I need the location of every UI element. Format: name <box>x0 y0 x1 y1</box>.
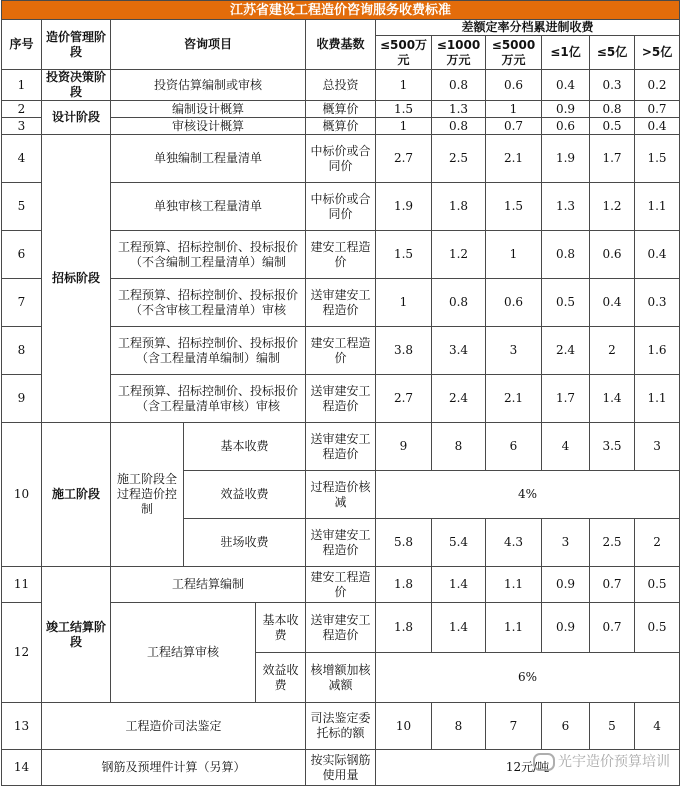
rate-merged-cell: 12元/吨 <box>376 750 680 786</box>
rate-cell: 3.8 <box>376 327 432 375</box>
item-cell: 投资估算编制或审核 <box>111 70 306 101</box>
row-number: 6 <box>2 231 42 279</box>
rate-cell: 2.5 <box>432 135 486 183</box>
rate-cell: 2.4 <box>542 327 590 375</box>
row-number: 7 <box>2 279 42 327</box>
base-cell: 总投资 <box>306 70 376 101</box>
base-cell: 中标价或合同价 <box>306 183 376 231</box>
table-title: 江苏省建设工程造价咨询服务收费标准 <box>2 1 680 20</box>
item-cell: 工程结算审核 <box>111 603 256 703</box>
rate-cell: 2.1 <box>486 135 542 183</box>
rate-cell: 1.7 <box>590 135 635 183</box>
header-tier: ≤1亿 <box>542 36 590 70</box>
rate-cell: 1.3 <box>432 101 486 118</box>
rate-cell: 1.8 <box>376 567 432 603</box>
rate-cell: 0.8 <box>432 70 486 101</box>
rate-cell: 1.7 <box>542 375 590 423</box>
rate-cell: 2.7 <box>376 375 432 423</box>
rate-cell: 0.7 <box>590 567 635 603</box>
header-tier: >5亿 <box>635 36 680 70</box>
rate-cell: 0.6 <box>486 279 542 327</box>
rate-cell: 0.4 <box>635 118 680 135</box>
rate-cell: 1.8 <box>432 183 486 231</box>
rate-cell: 0.6 <box>542 118 590 135</box>
stage-settlement: 竣工结算阶段 <box>42 567 111 703</box>
base-cell: 过程造价核减 <box>306 471 376 519</box>
rate-cell: 9 <box>376 423 432 471</box>
item-cell: 工程造价司法鉴定 <box>42 703 306 750</box>
watermark <box>533 751 670 771</box>
header-stage: 造价管理阶段 <box>42 20 111 70</box>
row-number: 12 <box>2 603 42 703</box>
sub-item-basic: 基本收费 <box>256 603 306 653</box>
stage-bidding: 招标阶段 <box>42 135 111 423</box>
rate-cell: 5.8 <box>376 519 432 567</box>
rate-cell: 1.1 <box>486 567 542 603</box>
rate-cell: 1.9 <box>542 135 590 183</box>
rate-cell: 2.5 <box>590 519 635 567</box>
rate-cell: 2 <box>635 519 680 567</box>
rate-cell: 0.5 <box>635 567 680 603</box>
rate-cell: 1 <box>376 70 432 101</box>
item-cell: 单独审核工程量清单 <box>111 183 306 231</box>
rate-cell: 0.6 <box>486 70 542 101</box>
rate-cell: 4 <box>542 423 590 471</box>
rate-cell: 3 <box>542 519 590 567</box>
rate-cell: 4.3 <box>486 519 542 567</box>
rate-merged-cell: 4% <box>376 471 680 519</box>
rate-cell: 0.4 <box>590 279 635 327</box>
header-tier: ≤1000万元 <box>432 36 486 70</box>
rate-cell: 3.4 <box>432 327 486 375</box>
rate-cell: 1 <box>486 101 542 118</box>
header-base: 收费基数 <box>306 20 376 70</box>
base-cell: 送审建安工程造价 <box>306 603 376 653</box>
rate-cell: 1.3 <box>542 183 590 231</box>
header-index: 序号 <box>2 20 42 70</box>
base-cell: 中标价或合同价 <box>306 135 376 183</box>
row-number: 11 <box>2 567 42 603</box>
rate-cell: 0.3 <box>635 279 680 327</box>
stage-decision: 投资决策阶段 <box>42 70 111 101</box>
rate-cell: 4 <box>635 703 680 750</box>
rate-cell: 3 <box>635 423 680 471</box>
sub-item-basic: 基本收费 <box>184 423 306 471</box>
rate-cell: 0.5 <box>590 118 635 135</box>
rate-cell: 0.4 <box>542 70 590 101</box>
rate-cell: 8 <box>432 423 486 471</box>
header-tier: ≤5亿 <box>590 36 635 70</box>
rate-cell: 0.5 <box>635 603 680 653</box>
header-item: 咨询项目 <box>111 20 306 70</box>
chat-bubble-icon <box>533 753 555 771</box>
item-cell: 单独编制工程量清单 <box>111 135 306 183</box>
rate-cell: 8 <box>432 703 486 750</box>
base-cell: 按实际钢筋使用量 <box>306 750 376 786</box>
base-cell: 司法鉴定委托标的额 <box>306 703 376 750</box>
rate-cell: 1.6 <box>635 327 680 375</box>
rate-cell: 0.8 <box>590 101 635 118</box>
rate-cell: 0.7 <box>590 603 635 653</box>
rate-cell: 0.2 <box>635 70 680 101</box>
rate-cell: 1.1 <box>635 375 680 423</box>
row-number: 3 <box>2 118 42 135</box>
rate-cell: 1.5 <box>486 183 542 231</box>
sub-item-site: 驻场收费 <box>184 519 306 567</box>
rate-cell: 1.5 <box>376 101 432 118</box>
row-number: 2 <box>2 101 42 118</box>
rate-cell: 0.9 <box>542 567 590 603</box>
rate-cell: 0.7 <box>635 101 680 118</box>
row-number: 1 <box>2 70 42 101</box>
item-cell: 工程预算、招标控制价、投标报价（含工程量清单审核）审核 <box>111 375 306 423</box>
base-cell: 送审建安工程造价 <box>306 519 376 567</box>
rate-cell: 1.4 <box>432 603 486 653</box>
rate-cell: 2.1 <box>486 375 542 423</box>
row-number: 5 <box>2 183 42 231</box>
row-number: 13 <box>2 703 42 750</box>
rate-cell: 1 <box>486 231 542 279</box>
rate-cell: 1.2 <box>590 183 635 231</box>
base-cell: 送审建安工程造价 <box>306 279 376 327</box>
rate-cell: 1.4 <box>432 567 486 603</box>
item-cell: 工程结算编制 <box>111 567 306 603</box>
item-cell: 工程预算、招标控制价、投标报价（不含审核工程量清单）审核 <box>111 279 306 327</box>
base-cell: 建安工程造价 <box>306 567 376 603</box>
rate-cell: 0.3 <box>590 70 635 101</box>
rate-cell: 6 <box>542 703 590 750</box>
base-cell: 送审建安工程造价 <box>306 423 376 471</box>
base-cell: 送审建安工程造价 <box>306 375 376 423</box>
rate-cell: 0.8 <box>432 118 486 135</box>
rate-merged-cell: 6% <box>376 653 680 703</box>
row-number: 14 <box>2 750 42 786</box>
rate-cell: 2.7 <box>376 135 432 183</box>
item-cell: 审核设计概算 <box>111 118 306 135</box>
sub-item-benefit: 效益收费 <box>256 653 306 703</box>
rate-cell: 1.8 <box>376 603 432 653</box>
rate-cell: 1.5 <box>376 231 432 279</box>
fee-table <box>1 0 680 786</box>
base-cell: 核增额加核减额 <box>306 653 376 703</box>
rate-cell: 5 <box>590 703 635 750</box>
rate-cell: 1.5 <box>635 135 680 183</box>
rate-cell: 1 <box>376 279 432 327</box>
rate-cell: 0.8 <box>542 231 590 279</box>
base-cell: 建安工程造价 <box>306 231 376 279</box>
rate-cell: 3.5 <box>590 423 635 471</box>
rate-cell: 2 <box>590 327 635 375</box>
rate-cell: 7 <box>486 703 542 750</box>
row-number: 9 <box>2 375 42 423</box>
stage-construction: 施工阶段 <box>42 423 111 567</box>
rate-cell: 1.1 <box>486 603 542 653</box>
rate-cell: 3 <box>486 327 542 375</box>
base-cell: 概算价 <box>306 118 376 135</box>
sub-item-benefit: 效益收费 <box>184 471 306 519</box>
header-rates-group: 差额定率分档累进制收费 <box>376 20 680 36</box>
rate-cell: 0.8 <box>432 279 486 327</box>
watermark-text: 光宇造价预算培训 <box>558 754 670 770</box>
rate-cell: 0.5 <box>542 279 590 327</box>
rate-cell: 0.4 <box>635 231 680 279</box>
rate-cell: 0.6 <box>590 231 635 279</box>
rate-cell: 0.9 <box>542 101 590 118</box>
rate-cell: 1.1 <box>635 183 680 231</box>
base-cell: 概算价 <box>306 101 376 118</box>
item-cell: 钢筋及预埋件计算（另算） <box>42 750 306 786</box>
item-cell: 工程预算、招标控制价、投标报价（不含编制工程量清单）编制 <box>111 231 306 279</box>
rate-cell: 0.9 <box>542 603 590 653</box>
row-number: 10 <box>2 423 42 567</box>
rate-cell: 1.4 <box>590 375 635 423</box>
rate-cell: 0.7 <box>486 118 542 135</box>
rate-cell: 5.4 <box>432 519 486 567</box>
header-tier: ≤5000万元 <box>486 36 542 70</box>
rate-cell: 10 <box>376 703 432 750</box>
item-cell: 工程预算、招标控制价、投标报价（含工程量清单编制）编制 <box>111 327 306 375</box>
base-cell: 建安工程造价 <box>306 327 376 375</box>
item-cell: 编制设计概算 <box>111 101 306 118</box>
row-number: 8 <box>2 327 42 375</box>
rate-cell: 1.9 <box>376 183 432 231</box>
row-number: 4 <box>2 135 42 183</box>
rate-cell: 6 <box>486 423 542 471</box>
rate-cell: 1.2 <box>432 231 486 279</box>
rate-cell: 1 <box>376 118 432 135</box>
stage-design: 设计阶段 <box>42 101 111 135</box>
rate-cell: 2.4 <box>432 375 486 423</box>
header-tier: ≤500万元 <box>376 36 432 70</box>
item-cell: 施工阶段全过程造价控制 <box>111 423 184 567</box>
